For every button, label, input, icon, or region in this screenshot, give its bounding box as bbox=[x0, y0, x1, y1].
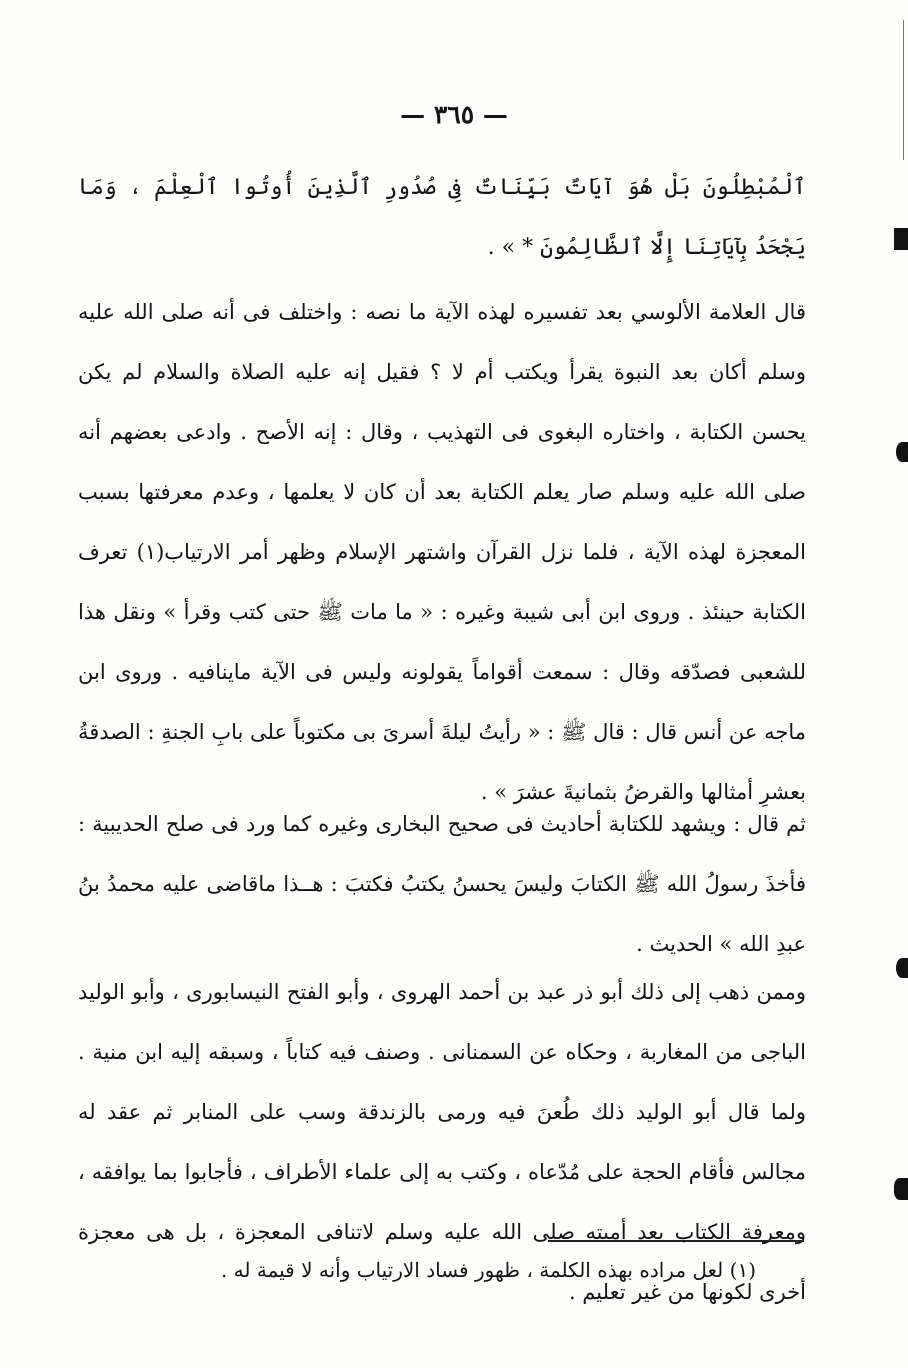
margin-ink-mark bbox=[894, 228, 908, 250]
page-number: — ٣٦٥ — bbox=[400, 100, 508, 129]
page-edge-line bbox=[903, 20, 904, 160]
margin-ink-mark bbox=[894, 1178, 908, 1200]
paragraph-scholars-opinion: وممن ذهب إلى ذلك أبو ذر عبد بن أحمد الهروى ، وأبو الفتح النيسابورى ، وأبو الوليد الباجى من المغاربة ، وحكاه عن السمنانى . وصنف فيه كتاباً ، وسبقه إليه ابن منية . ولما قال أبو الوليد ذلك طُعنَ فيه ورمى بالزندقة وسب على المنابر ثم عقد له مجالس فأقام الحجة على مُدّعاه ، وكتب به إلى علماء الأطراف ، فأجابوا بما يوافقه ، ومعرفة الكتاب بعد أميته صلى الله عليه وسلم لاتنافى المعجزة ، بل هى معجزة أخرى لكونها من غير تعليم . bbox=[78, 980, 806, 1304]
footnote: (١) لعل مراده بهذه الكلمة ، ظهور فساد الارتياب وأنه لا قيمة له . bbox=[220, 1258, 756, 1282]
quran-verse-text: ٱلْمُبْطِلُونَ بَلْ هُوَ آيَاتٌ بَيِّنَاتٌ فِى صُدُورِ ٱلَّذِينَ أُوتُوا ٱلْعِلْمَ ، وَمَا يَجْحَدُ بِآيَاتِنَا إِلَّا ٱلظَّالِمُونَ * » . bbox=[78, 175, 806, 260]
paragraph-alusi-commentary: قال العلامة الألوسي بعد تفسيره لهذه الآية ما نصه : واختلف فى أنه صلى الله عليه وسلم أكان بعد النبوة يقرأ ويكتب أم لا ؟ فقيل إنه عليه الصلاة والسلام لم يكن يحسن الكتابة ، واختاره البغوى فى التهذيب ، وقال : إنه الأصح . وادعى بعضهم أنه صلى الله عليه وسلم صار يعلم الكتابة بعد أن كان لا يعلمها ، وعدم معرفتها بسبب المعجزة لهذه الآية ، فلما نزل القرآن واشتهر الإسلام وظهر أمر الارتياب(١) تعرف الكتابة حينئذ . وروى ابن أبى شيبة وغيره : « ما مات ﷺ حتى كتب وقرأ » ونقل هذا للشعبى فصدّقه وقال : سمعت أقواماً يقولونه وليس فى الآية ماينافيه . وروى ابن ماجه عن أنس قال : قال ﷺ : « رأيتُ ليلةَ أسرىَ بى مكتوباً على بابِ الجنةِ : الصدقةُ بعشرِ أمثالها والقرضُ بثمانيةَ عشرَ » . bbox=[78, 300, 807, 804]
margin-ink-mark bbox=[896, 442, 908, 462]
paragraph-bukhari-hadith: ثم قال : ويشهد للكتابة أحاديث فى صحيح البخارى وغيره كما ورد فى صلح الحديبية : فأخذَ رسولُ الله ﷺ الكتابَ وليسَ يحسنُ يكتبُ فكتبَ : هــذا ماقاضى عليه محمدُ بنُ عبدِ الله » الحديث . bbox=[78, 812, 806, 956]
footnote-divider bbox=[548, 1240, 804, 1242]
margin-ink-mark bbox=[896, 958, 908, 978]
